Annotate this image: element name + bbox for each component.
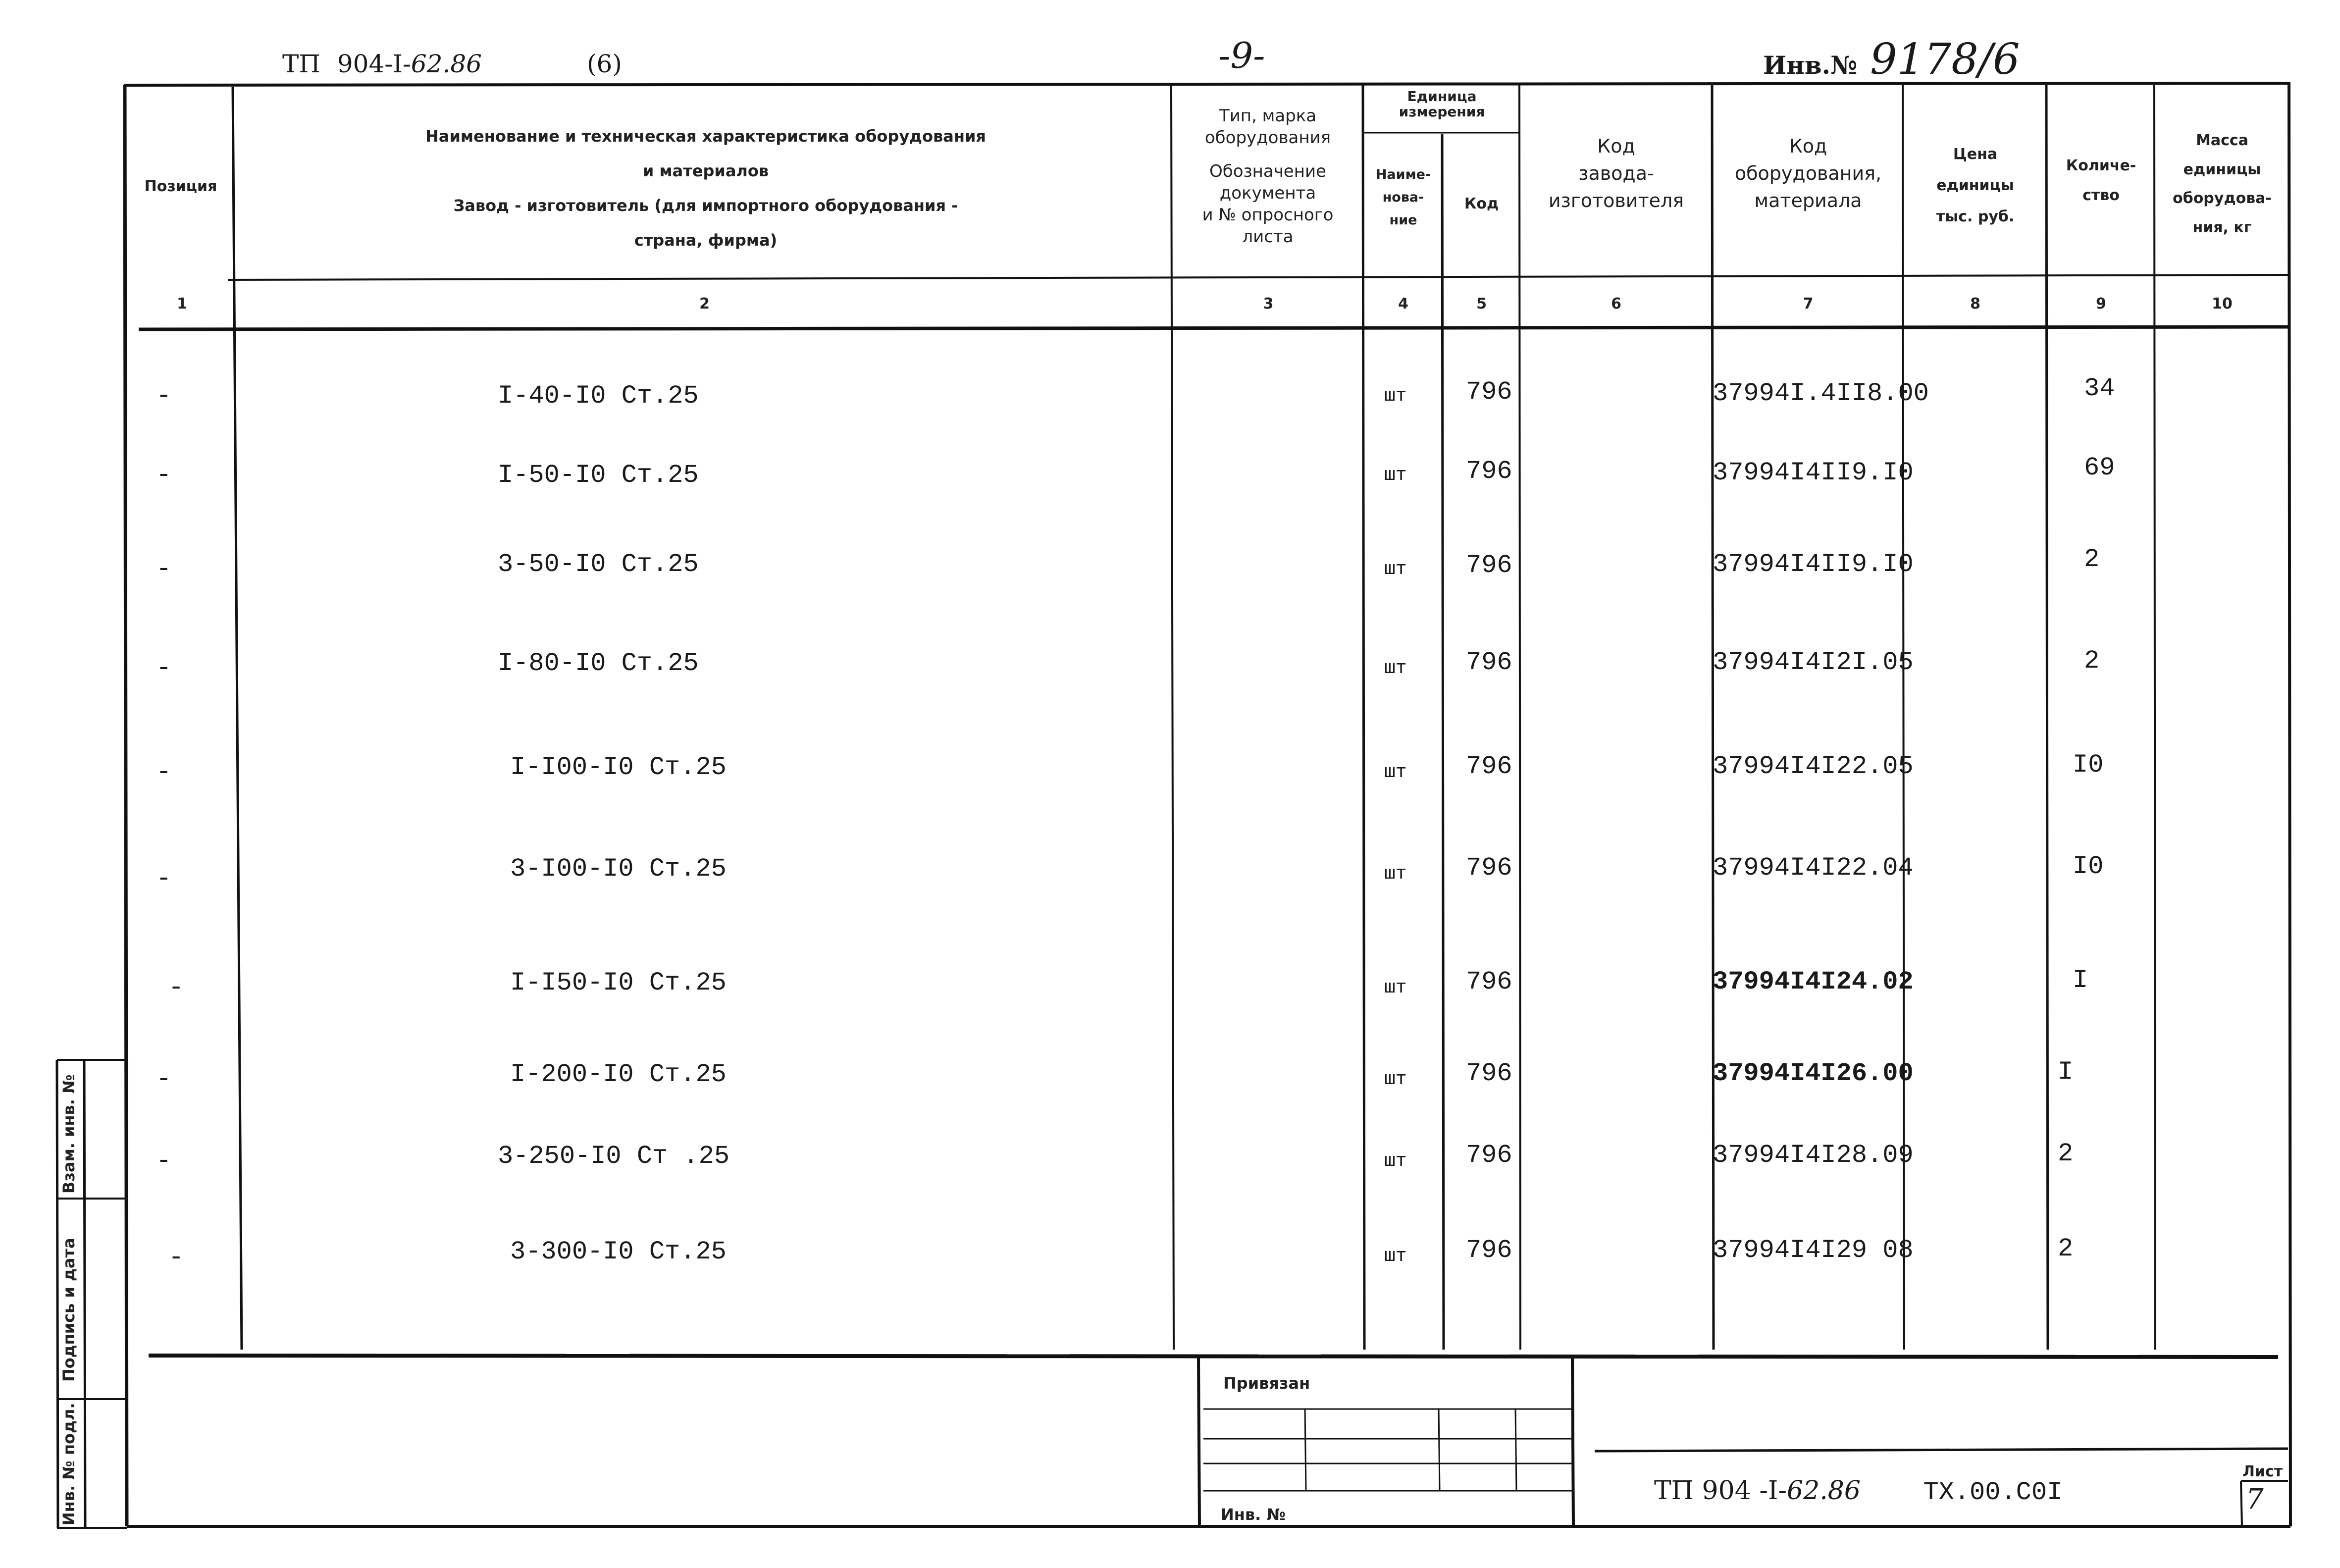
table-row [0,453,2340,495]
doc-code-prefix: ТП [282,50,320,78]
row-name: 3-300-I0 Ст.25 [510,1237,727,1266]
table-row [0,545,2340,589]
header-col9-line1: Количе- [2066,157,2136,174]
colnum-6: 6 [1611,295,1621,313]
row-qty: I [2058,1057,2074,1087]
header-col9 [2048,151,2154,210]
doc-code: 904-I- [337,50,411,78]
row-unit: шт [1384,465,1407,486]
row-qty: I0 [2073,750,2104,780]
row-unit: шт [1384,762,1407,783]
side-field-signature-date: Подпись и дата [59,1238,78,1382]
side-field-inv-original: Инв. № подл. [59,1403,78,1525]
header-col4-line2: нова- [1382,189,1424,205]
row-code: 37994I4I26.00 [1713,1059,1914,1088]
header-col8-line3: тыс. руб. [1936,208,2015,225]
row-name: 3-50-I0 Ст.25 [498,550,699,579]
row-unit: шт [1384,385,1407,407]
header-col1: Позиция [144,178,217,195]
row-position: - [156,555,172,584]
row-unit: шт [1384,1150,1407,1172]
header-col2-line3: Завод - изготовитель (для импортного оборудования - [453,196,958,215]
header-col3-line5: и № опросного [1202,205,1334,225]
row-unit: шт [1384,658,1407,679]
row-name: 3-250-I0 Ст .25 [498,1142,730,1171]
header-unit-line1: Единица [1407,88,1477,105]
inv-label: Инв.№ [1763,51,1858,80]
header-col6-line3: изготовителя [1548,190,1684,212]
row-unit-code: 796 [1466,1141,1512,1170]
row-unit-code: 796 [1466,967,1512,996]
colnum-10: 10 [2212,295,2233,313]
colnum-3: 3 [1263,295,1274,313]
header-unit-group [1364,89,1519,120]
row-position: - [156,864,172,893]
header-col3-line4: документа [1219,183,1316,203]
row-position: - [156,654,172,683]
row-code: 37994I4I22.04 [1713,853,1914,883]
header-col8-line1: Цена [1953,146,1998,163]
row-position: - [168,973,184,1002]
row-qty: I0 [2073,852,2104,881]
row-qty: 2 [2058,1139,2074,1168]
row-name: 3-I00-I0 Ст.25 [510,854,727,884]
row-unit: шт [1384,1246,1407,1267]
row-code: 37994I.4II8.00 [1713,379,1929,408]
row-name: I-50-I0 Ст.25 [498,461,699,490]
row-code: 37994I4I29 08 [1713,1236,1914,1265]
table-row [0,374,2340,416]
row-qty: 2 [2084,646,2100,676]
row-unit-code: 796 [1466,752,1512,781]
header-col6-line1: Код [1597,135,1635,157]
row-unit-code: 796 [1466,457,1512,486]
header-col7 [1714,133,1903,214]
row-code: 37994I4I2I.05 [1713,648,1914,677]
stamp-doc-mark: ТХ.00.С0I [1923,1478,2063,1507]
side-field-replace-inv: Взам. инв. № [59,1074,78,1194]
stamp-inv-label: Инв. № [1221,1505,1286,1524]
row-position: - [156,1065,172,1094]
header-col7-line1: Код [1789,135,1827,157]
row-qty: 2 [2058,1234,2074,1263]
row-unit: шт [1384,559,1407,580]
stamp-sheet-label: Лист [2242,1463,2283,1480]
row-unit-code: 796 [1466,648,1512,677]
row-qty: 69 [2084,453,2115,482]
row-name: I-200-I0 Ст.25 [510,1060,727,1089]
header-col3-line2: оборудования [1204,128,1331,148]
colnum-5: 5 [1476,295,1487,313]
table-row [0,1057,2340,1099]
header-col8-line2: единицы [1936,177,2014,194]
row-position: - [156,461,172,490]
stamp-sheet-number: 7 [2246,1483,2264,1516]
header-col6-line2: завода- [1578,162,1654,185]
header-col8 [1904,139,2046,232]
row-code: 37994I4II9.I0 [1713,458,1914,487]
row-unit: шт [1384,863,1407,885]
table-row [0,852,2340,894]
colnum-1: 1 [177,295,187,313]
table-row [0,966,2340,1008]
colnum-2: 2 [699,295,710,313]
stamp-doc-code [1654,1476,2062,1507]
header-col9-line2: ство [2082,187,2120,204]
row-name: I-I00-I0 Ст.25 [510,753,727,782]
stamp-doc-prefix: ТП 904 -I- [1654,1476,1787,1506]
row-name: I-80-I0 Ст.25 [498,649,699,678]
table-row [0,646,2340,688]
header-col10-line2: единицы [2183,160,2261,178]
row-code: 37994I4I24.02 [1713,967,1914,996]
header-col6 [1520,133,1712,214]
header-col7-line3: материала [1754,190,1862,212]
inv-number: 9178/6 [1870,35,2020,84]
sheet-part: (6) [587,50,622,78]
doc-code-hand: 62.86 [411,50,482,78]
header-col3-line1: Тип, марка [1219,106,1317,126]
table-row [0,1139,2340,1181]
row-unit: шт [1384,977,1407,998]
header-col2-line2: и материалов [642,161,769,180]
header-col4 [1364,163,1442,232]
header-col10-line3: оборудова- [2173,190,2272,207]
header-col4-line1: Наиме- [1375,167,1431,182]
header-col5: Код [1464,195,1499,212]
row-position: - [156,1147,172,1176]
row-unit-code: 796 [1466,377,1512,407]
row-code: 37994I4I22.05 [1713,752,1914,781]
colnum-4: 4 [1398,295,1408,313]
row-position: - [156,758,172,787]
header-col2-line4: страна, фирма) [634,231,778,250]
header-col3 [1174,105,1362,248]
row-code: 37994I4I28.09 [1713,1141,1914,1170]
header-col10 [2155,126,2289,242]
row-unit-code: 796 [1466,551,1512,580]
page-number: -9- [1218,35,1265,76]
row-name: I-40-I0 Ст.25 [498,381,699,411]
header-col4-line3: ние [1389,212,1417,228]
row-qty: I [2073,966,2088,995]
row-code: 37994I4II9.I0 [1713,550,1914,579]
table-row [0,1234,2340,1278]
colnum-8: 8 [1970,295,1980,313]
row-unit-code: 796 [1466,1059,1512,1088]
header-col3-line3: Обозначение [1209,161,1326,181]
stamp-bound-label: Привязан [1223,1374,1310,1393]
stamp-doc-hand: 62.86 [1787,1476,1861,1506]
header-unit-line2: измерения [1399,103,1485,120]
header-col2 [243,119,1169,258]
row-unit: шт [1384,1069,1407,1090]
header-col2-line1: Наименование и техническая характеристика оборудования [425,127,986,146]
row-position: - [168,1243,184,1272]
row-qty: 2 [2084,545,2100,574]
row-unit-code: 796 [1466,1236,1512,1265]
row-position: - [156,381,172,411]
header-col3-line6: листа [1242,227,1294,247]
colnum-7: 7 [1803,295,1814,313]
header-col7-line2: оборудования, [1734,162,1882,185]
table-row [0,750,2340,792]
colnum-9: 9 [2096,295,2106,313]
header-col10-line1: Масса [2196,132,2248,149]
row-unit-code: 796 [1466,853,1512,883]
row-name: I-I50-I0 Ст.25 [510,968,727,997]
row-qty: 34 [2084,374,2115,403]
header-col10-line4: ния, кг [2192,218,2252,236]
